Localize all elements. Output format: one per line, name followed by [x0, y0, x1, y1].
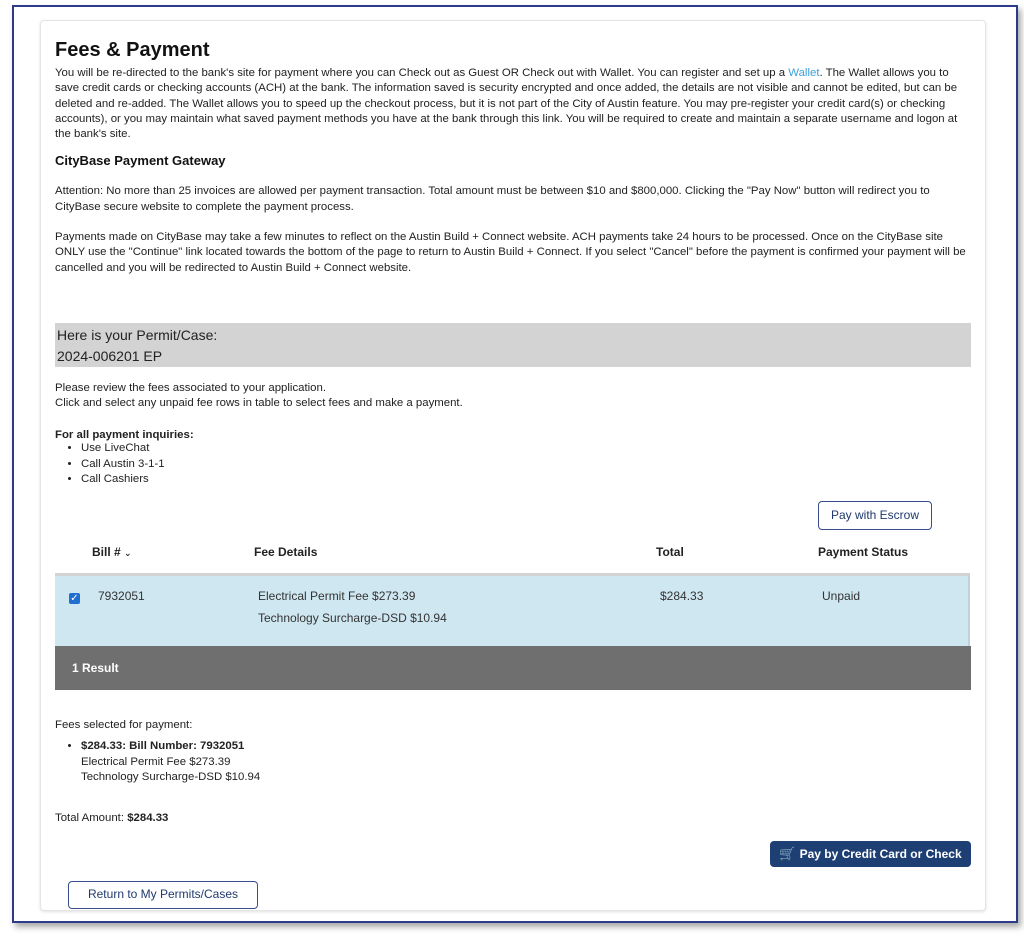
- inquiry-item: • Use LiveChat: [81, 441, 971, 457]
- bill-column-header[interactable]: [92, 545, 132, 559]
- selected-fees: [55, 739, 260, 786]
- intro-text-1: You will be re-directed to the bank's site for payment where you can Check out as Guest OR Check out with Wallet. You can register and set up a: [55, 67, 789, 79]
- bill-number: 7932051: [98, 589, 145, 603]
- fees-payment-card: [40, 20, 986, 911]
- payments-note: Payments made on CityBase may take a few minutes to reflect on the Austin Build + Connect website. ACH payments take 24 hours to be processed. Once on the CityBase site ONLY use the "Continue" link located towards the bottom of the page to return to Austin Build + Connect. If you select "Cancel" before the payment is confirmed your payment will be cancelled and you will be redirected to Austin Build + Connect website.: [55, 231, 966, 274]
- payment-inquiries: [55, 429, 971, 488]
- review-instructions: [55, 381, 971, 412]
- payment-status-header: Payment Status: [818, 545, 909, 559]
- selected-amount: $284.33: [81, 740, 123, 752]
- inquiry-item: • Call Austin 3-1-1: [81, 457, 971, 473]
- results-count: 1 Result: [72, 661, 119, 675]
- inquiries-title: For all payment inquiries:: [55, 429, 194, 441]
- permit-label: Here is your Permit/Case:: [57, 327, 218, 343]
- payment-status: Unpaid: [822, 589, 861, 603]
- selected-fee-1: Electrical Permit Fee $273.39: [81, 755, 231, 768]
- selected-fees-title: Fees selected for payment:: [55, 719, 193, 731]
- pay-button-label: Pay by Credit Card or Check: [799, 847, 962, 861]
- row-total: $284.33: [660, 589, 704, 603]
- page-title: Fees & Payment: [55, 39, 210, 61]
- review-line-2: Click and select any unpaid fee rows in table to select fees and make a payment.: [55, 397, 463, 410]
- total-label: Total Amount:: [55, 812, 128, 824]
- inquiry-item: • Call Cashiers: [81, 472, 971, 488]
- selected-bill: : Bill Number: 7932051: [122, 740, 245, 752]
- card-content: [55, 38, 971, 901]
- inquiries-list: [55, 441, 971, 488]
- pay-by-card-button[interactable]: [770, 841, 971, 867]
- permit-bar: [55, 323, 971, 367]
- results-footer: [55, 646, 971, 690]
- chevron-down-icon: ⌄: [124, 548, 132, 558]
- fee-detail-1: Electrical Permit Fee $273.39: [258, 589, 416, 603]
- screenshot-frame: [12, 5, 1018, 923]
- bill-header-label: Bill #: [92, 545, 121, 559]
- intro-text-2: . The Wallet allows you to save credit cards or checking accounts (ACH) at the bank. The information saved is security encrypted and once added, the details are not visible and cannot be edited, but can be deleted and re-added. The Wallet allows you to speed up the checkout process, but it is not part of the City of Austin feature. You may pre-register your credit card(s) or checking accounts), or you may maintain what saved payment methods you have at the bank through this link. You will be required to create and maintain a separate username and logon at the bank's site.: [55, 67, 958, 141]
- fee-detail-2: Technology Surcharge-DSD $10.94: [258, 611, 447, 625]
- wallet-link[interactable]: Wallet: [788, 67, 820, 79]
- total-amount: [55, 812, 168, 824]
- fees-table-header: [55, 543, 971, 573]
- gateway-heading: CityBase Payment Gateway: [55, 153, 226, 169]
- total-value: $284.33: [127, 812, 169, 824]
- permit-number: 2024-006201 EP: [57, 348, 163, 364]
- fee-details-header: Fee Details: [254, 545, 318, 559]
- selected-fee-item: [81, 739, 260, 786]
- pay-with-escrow-button[interactable]: Pay with Escrow: [818, 501, 932, 530]
- selected-fee-2: Technology Surcharge-DSD $10.94: [81, 771, 261, 783]
- cart-icon: 🛒: [779, 846, 796, 861]
- return-to-permits-button[interactable]: Return to My Permits/Cases: [68, 881, 258, 909]
- review-line-1: Please review the fees associated to your application.: [55, 382, 327, 394]
- selected-fees-list: [55, 739, 260, 786]
- total-header: Total: [656, 545, 684, 559]
- fee-row[interactable]: [55, 573, 970, 646]
- intro-paragraph: [55, 66, 971, 142]
- attention-text: Attention: No more than 25 invoices are allowed per payment transaction. Total amount must be between $10 and $800,000. Clicking the "Pay Now" button will redirect you to CityBase secure website to complete the payment process.: [55, 185, 930, 213]
- row-checkbox[interactable]: ✓: [70, 593, 79, 604]
